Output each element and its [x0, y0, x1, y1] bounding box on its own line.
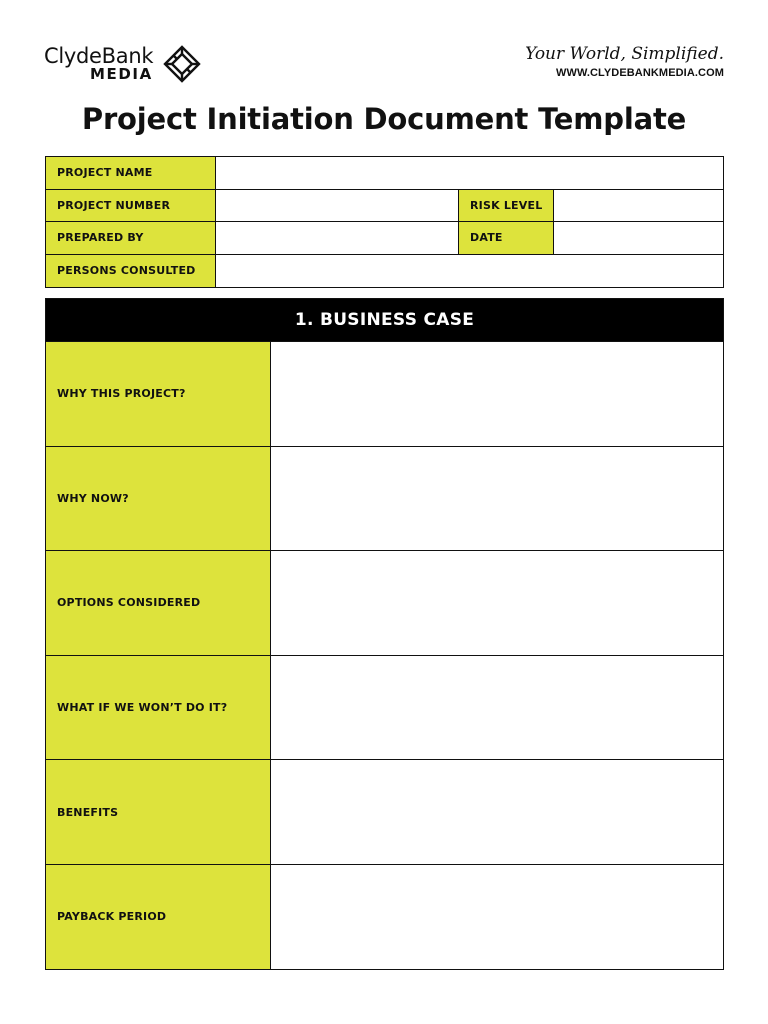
- benefits-label: BENEFITS: [46, 760, 271, 864]
- benefits-field[interactable]: [271, 760, 723, 864]
- why-this-project-field[interactable]: [271, 342, 723, 446]
- project-name-field[interactable]: [216, 157, 723, 189]
- what-if-we-wont-label: WHAT IF WE WON’T DO IT?: [46, 656, 271, 760]
- payback-period-field[interactable]: [271, 865, 723, 969]
- why-now-row: [46, 446, 723, 551]
- what-if-we-wont-field[interactable]: [271, 656, 723, 760]
- prepared-by-field[interactable]: [216, 222, 459, 254]
- persons-consulted-field[interactable]: [216, 255, 723, 288]
- clydebank-media-logo: [44, 44, 204, 86]
- what-if-we-wont-row: [46, 655, 723, 760]
- business-case-table: [45, 298, 724, 970]
- why-now-field[interactable]: [271, 447, 723, 551]
- tagline-text: Your World, Simplified.: [525, 44, 724, 64]
- options-considered-label: OPTIONS CONSIDERED: [46, 551, 271, 655]
- project-number-label: PROJECT NUMBER: [46, 190, 216, 222]
- why-now-label: WHY NOW?: [46, 447, 271, 551]
- logo-subtitle: MEDIA: [90, 65, 153, 83]
- persons-consulted-label: PERSONS CONSULTED: [46, 255, 216, 288]
- date-label: DATE: [459, 222, 554, 254]
- project-number-field[interactable]: [216, 190, 459, 222]
- benefits-row: [46, 759, 723, 864]
- website-url: WWW.CLYDEBANKMEDIA.COM: [555, 67, 724, 79]
- payback-period-label: PAYBACK PERIOD: [46, 865, 271, 969]
- risk-level-field[interactable]: [554, 190, 723, 222]
- why-this-project-label: WHY THIS PROJECT?: [46, 342, 271, 446]
- date-field[interactable]: [554, 222, 723, 254]
- document-title: Project Initiation Document Template: [81, 102, 687, 136]
- project-number-row: [46, 190, 723, 223]
- prepared-by-row: [46, 222, 723, 255]
- payback-period-row: [46, 864, 723, 969]
- options-considered-field[interactable]: [271, 551, 723, 655]
- options-considered-row: [46, 550, 723, 655]
- why-this-project-row: [46, 341, 723, 446]
- persons-consulted-row: [46, 255, 723, 288]
- project-info-table: [45, 156, 724, 288]
- project-name-row: [46, 157, 723, 190]
- logo-diamond-icon: [162, 44, 202, 84]
- business-case-header: 1. BUSINESS CASE: [46, 299, 723, 341]
- risk-level-label: RISK LEVEL: [459, 190, 554, 222]
- header-tagline: [525, 43, 724, 81]
- project-name-label: PROJECT NAME: [46, 157, 216, 189]
- logo-wordmark: ClydeBank: [44, 44, 154, 68]
- prepared-by-label: PREPARED BY: [46, 222, 216, 254]
